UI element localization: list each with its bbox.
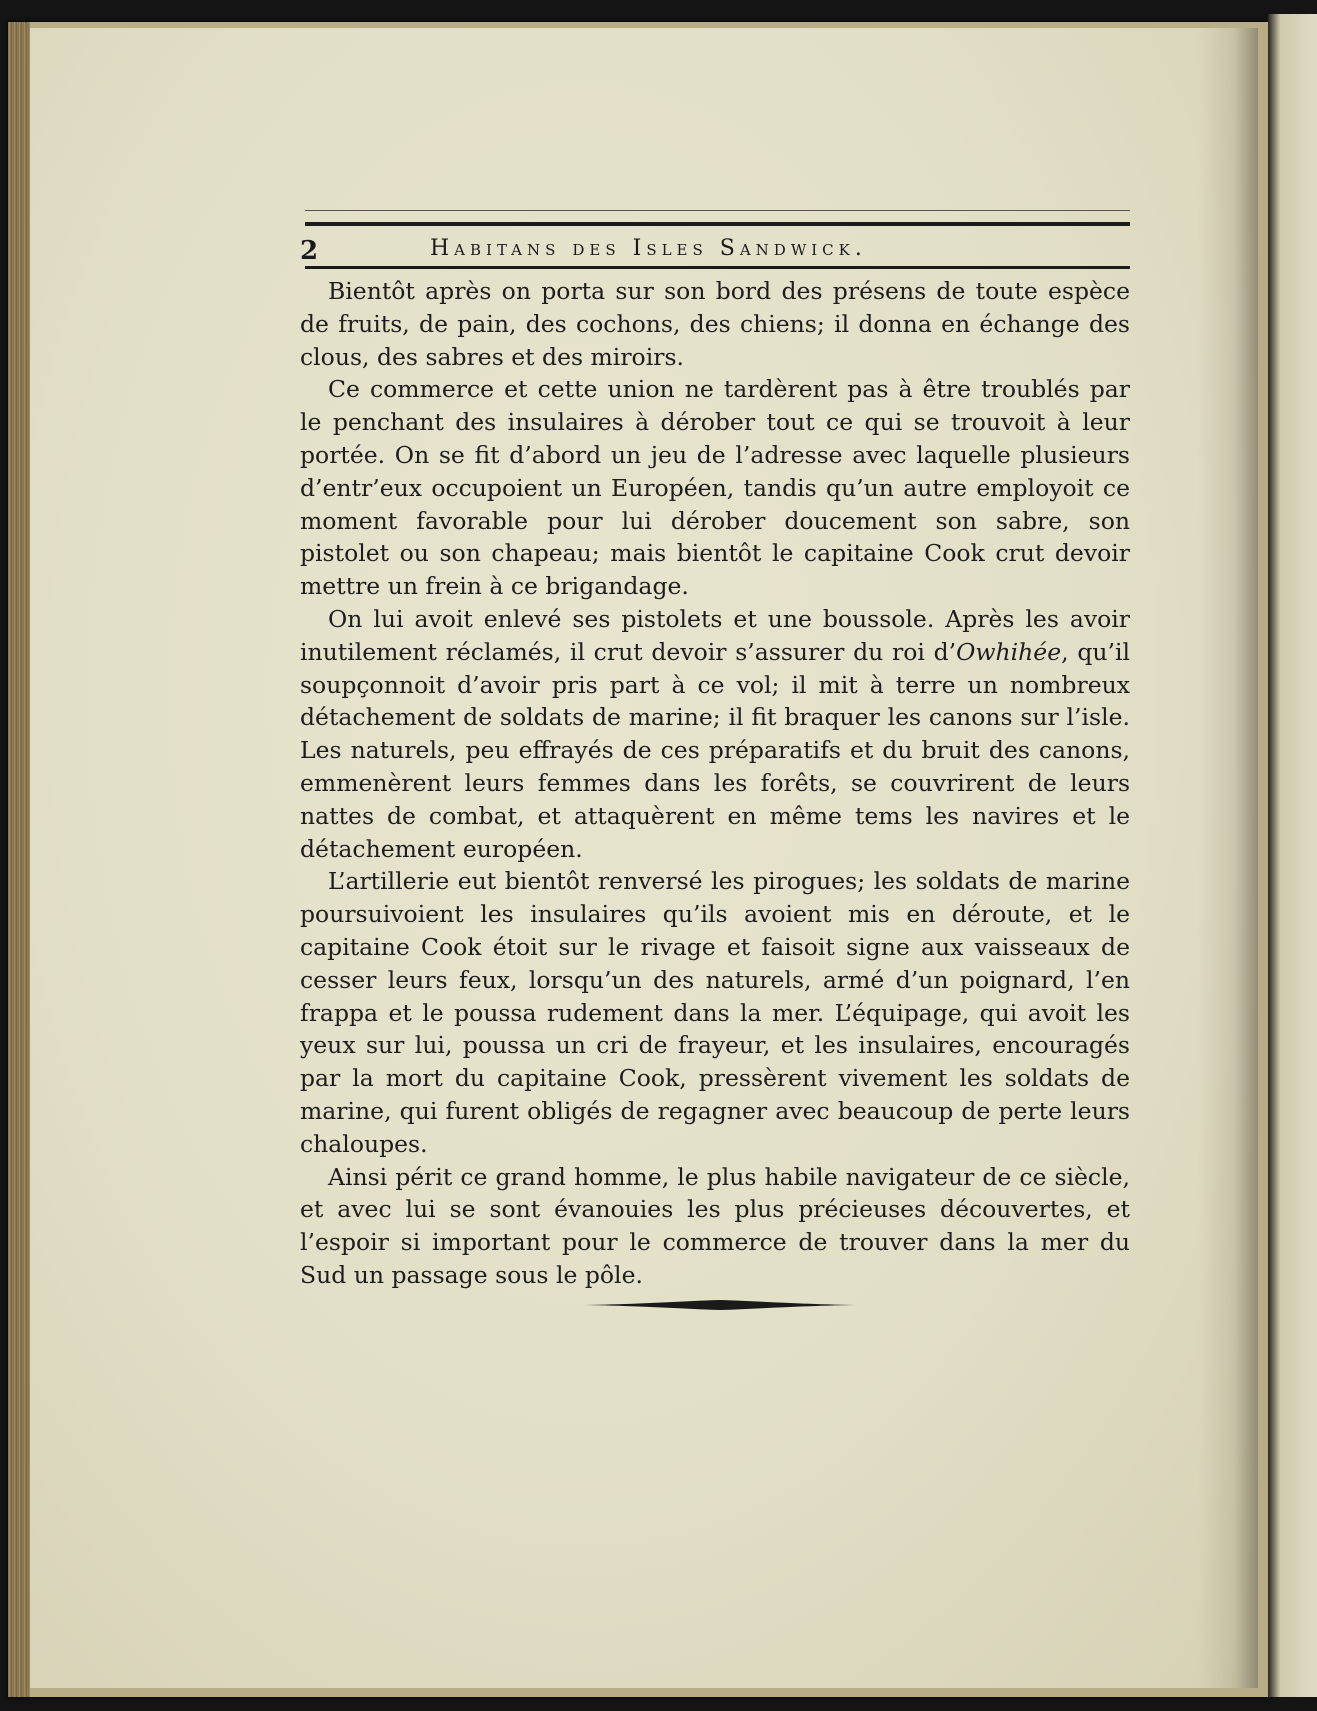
paragraph: Ainsi périt ce grand homme, le plus habile navigateur de ce siècle, et avec lui se sont évanouies les plus précieuses découvertes, et l’espoir si important pour le commerce de trouver dans la mer du Sud un passage sous le pôle. (300, 1162, 1130, 1289)
place-name-italic: Owhihée (956, 637, 1062, 666)
paragraph-text: , qu’il soupçonnoit d’avoir pris part à ce vol; il mit à terre un nombreux détachement de soldats de marine; il fit braquer les canons sur l’isle. Les naturels, peu effrayés de ces préparatifs et du bruit des canons, emmenèrent leurs femmes dans les forêts, se couvrirent de leurs nattes de combat, et attaquèrent en même tems les navires et le détachement européen. (300, 637, 1130, 863)
end-ornament-rule (585, 1298, 855, 1312)
body-text (300, 275, 1130, 1292)
paragraph-text: On lui avoit enlevé ses pistolets et une boussole. Après les avoir inutilement réclamés, il crut devoir s’assurer du roi d’ (300, 604, 1130, 666)
paragraph: L’artillerie eut bientôt renversé les pirogues; les soldats de marine poursuivoient les insulaires qu’ils avoient mis en déroute, et le capitaine Cook étoit sur le rivage et faisoit signe aux vaisseaux de cesser leurs feux, lorsqu’un des naturels, armé d’un poignard, l’en frappa et le poussa rudement dans la mer. L’équipage, qui avoit les yeux sur lui, poussa un cri de frayeur, et les insulaires, encouragés par la mort du capitaine Cook, pressèrent vivement les soldats de marine, qui furent obligés de regagner avec beaucoup de perte leurs chaloupes. (300, 867, 1130, 1158)
gutter-shadow (1198, 28, 1258, 1688)
header-rule-top (305, 222, 1130, 226)
page-edges (8, 22, 30, 1697)
running-head: Habitans des Isles Sandwick. (430, 236, 867, 261)
paragraph: Ce commerce et cette union ne tardèrent pas à être troublés par le penchant des insulaires à dérober tout ce qui se trouvoit à leur portée. On se fit d’abord un jeu de l’adresse avec laquelle plusieurs d’entr’eux occupoient un Européen, tandis qu’un autre employoit ce moment favorable pour lui dérober doucement son sabre, son pistolet ou son chapeau; mais bientôt le capitaine Cook crut devoir mettre un frein à ce brigandage. (300, 375, 1130, 601)
paragraph (300, 603, 1130, 865)
header-rule-thin (305, 210, 1130, 211)
page-number: 2 (300, 236, 319, 266)
paragraph: Bientôt après on porta sur son bord des présens de toute espèce de fruits, de pain, des cochons, des chiens; il donna en échange des clous, des sabres et des miroirs. (300, 277, 1130, 371)
facing-page-edge (1268, 14, 1317, 1697)
header-rule-bottom (305, 266, 1130, 269)
